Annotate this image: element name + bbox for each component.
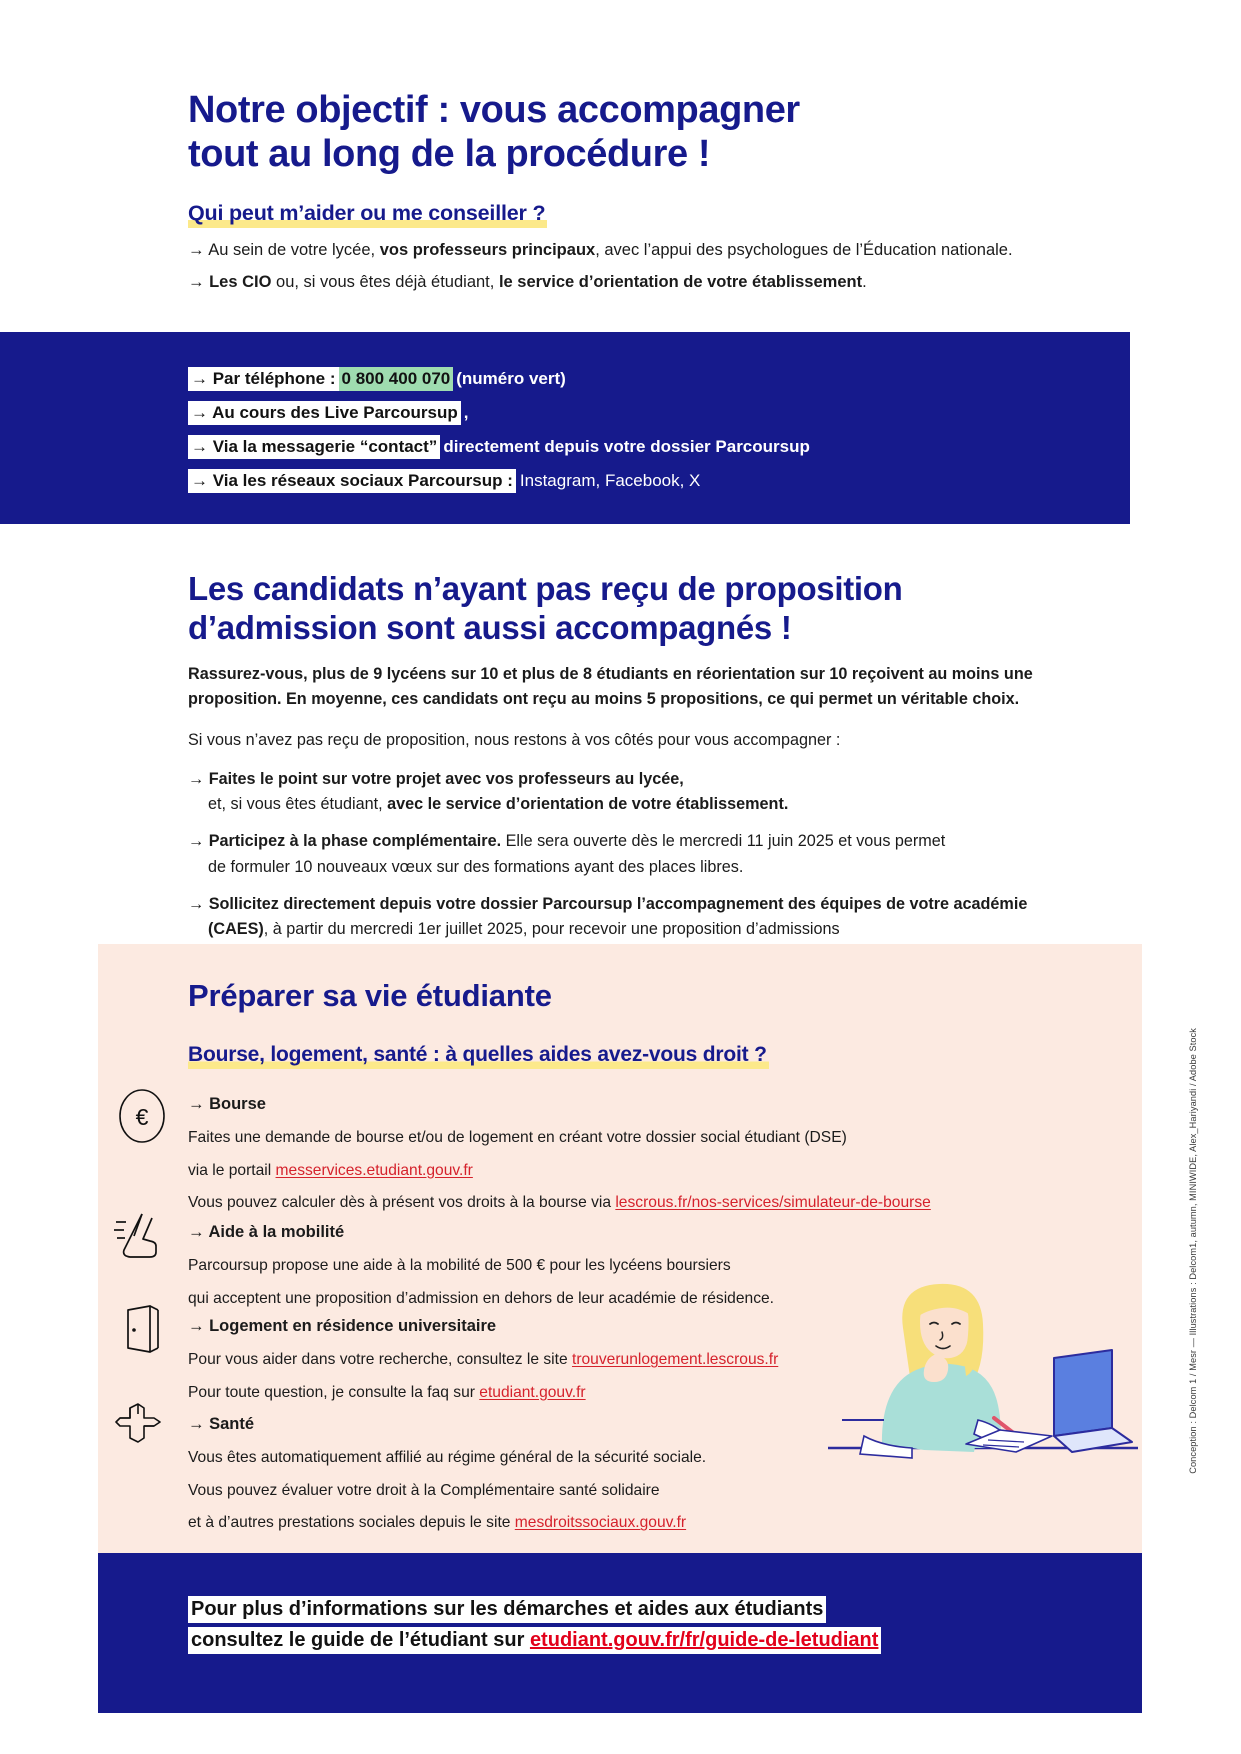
aid-line: via le portail messervices.etudiant.gouv.fr	[188, 1161, 473, 1179]
list-item	[188, 237, 1088, 264]
link-simulateur-bourse[interactable]: lescrous.fr/nos-services/simulateur-de-bourse	[615, 1194, 931, 1212]
mobility-shoe-icon	[112, 1206, 170, 1264]
footer-line2: consultez le guide de l’étudiant sur etudiant.gouv.fr/fr/guide-de-letudiant	[188, 1625, 1048, 1656]
contact-item-social	[188, 470, 1088, 493]
bullet-subline: (CAES), à partir du mercredi 1er juillet 2025, pour recevoir une proposition d’admissions	[208, 920, 840, 939]
aid-line: Faites une demande de bourse et/ou de logement en créant votre dossier social étudiant (DSE)	[188, 1129, 847, 1147]
door-icon	[112, 1300, 170, 1358]
aid-line: et à d’autres prestations sociales depuis le site mesdroitssociaux.gouv.fr	[188, 1514, 687, 1532]
no-offer-title-line1: Les candidats n’ayant pas reçu de proposition	[188, 570, 903, 607]
contact-chip-label: → Via la messagerie “contact”	[188, 435, 440, 459]
no-offer-title-line2: d’admission sont aussi accompagnés !	[188, 608, 792, 646]
aid-line: Vous pouvez calculer dès à présent vos droits à la bourse via lescrous.fr/nos-services/simulateur-de-bourse	[188, 1194, 931, 1212]
aid-line: Vous pouvez évaluer votre droit à la Complémentaire santé solidaire	[188, 1481, 660, 1499]
contact-item-messaging	[188, 436, 1088, 459]
bullet-text-bold: Sollicitez directement depuis votre dossier Parcoursup l’accompagnement des équipes de votre académie	[208, 894, 1028, 913]
list-item	[188, 269, 1088, 296]
lead-line1: Rassurez-vous, plus de 9 lycéens sur 10 et plus de 8 étudiants en réorientation sur 10 reçoivent au moins une	[188, 665, 1033, 683]
bullet-text-bold: Les CIO	[209, 272, 272, 291]
bullet-subline: de formuler 10 nouveaux vœux sur des formations ayant des places libres.	[208, 857, 744, 876]
no-offer-title	[188, 570, 1088, 648]
aid-item-bourse	[188, 1092, 1018, 1215]
bullet-text: Elle sera ouverte dès le mercredi 11 juin 2025 et vous permet	[501, 832, 946, 851]
bullet-text-bold: vos professeurs principaux	[379, 241, 596, 259]
aid-line: Vous êtes automatiquement affilié au régime général de la sécurité sociale.	[188, 1449, 707, 1467]
contact-chip-label: → Au cours des Live Parcoursup	[188, 401, 461, 425]
contact-suffix: (numéro vert)	[456, 369, 566, 388]
phone-number-badge: 0 800 400 070	[339, 367, 454, 391]
no-offer-body	[188, 662, 1068, 980]
aid-line: Parcoursup propose une aide à la mobilité de 500 € pour les lycéens boursiers	[188, 1257, 731, 1275]
contact-chip-label: → Via les réseaux sociaux Parcoursup :	[188, 469, 516, 493]
aid-title: → Aide à la mobilité	[188, 1223, 345, 1241]
bullet-text: Au sein de votre lycée,	[208, 241, 380, 259]
aid-line: Pour toute question, je consulte la faq sur etudiant.gouv.fr	[188, 1383, 586, 1401]
contact-chip-label: → Par téléphone :	[188, 367, 339, 391]
aid-title: → Bourse	[188, 1095, 266, 1113]
euro-circle-icon	[112, 1086, 170, 1144]
link-mesdroitssociaux[interactable]: mesdroitssociaux.gouv.fr	[514, 1514, 687, 1532]
arrow-icon: →	[188, 832, 205, 851]
contact-item-phone	[188, 368, 1088, 391]
help-subheading: Qui peut m’aider ou me conseiller ?	[188, 201, 547, 228]
footer-band-content	[188, 1594, 1048, 1656]
no-offer-intro: Si vous n’avez pas reçu de proposition, nous restons à vos côtés pour vous accompagner :	[188, 730, 841, 749]
page-title	[188, 88, 1048, 176]
list-item	[188, 829, 1068, 880]
page-title-line2: tout au long de la procédure !	[188, 133, 711, 176]
link-messervices[interactable]: messervices.etudiant.gouv.fr	[275, 1161, 473, 1179]
aid-title: → Logement en résidence universitaire	[188, 1317, 497, 1335]
student-illustration	[828, 1270, 1138, 1470]
bullet-text: .	[862, 272, 867, 291]
lead-line2: proposition. En moyenne, ces candidats ont reçu au moins 5 propositions, ce qui permet un véritable choix.	[188, 690, 1020, 709]
credit-text: Conception : Delcom 1 / Mesr — Illustrations : Delcom1, autumn, MINIWIDE, Alex_Hariyandi / Adobe Stock	[1188, 1028, 1198, 1474]
footer-line1: Pour plus d’informations sur les démarches et aides aux étudiants	[188, 1594, 1048, 1625]
health-cross-icon	[108, 1396, 166, 1454]
arrow-icon: →	[188, 769, 205, 788]
bullet-text: ou, si vous êtes déjà étudiant,	[271, 272, 499, 291]
arrow-icon: →	[188, 241, 205, 259]
bullet-text-bold: le service d’orientation de votre établissement	[498, 272, 863, 291]
aid-line: qui acceptent une proposition d’admission en dehors de leur académie de résidence.	[188, 1289, 775, 1307]
page-title-line1: Notre objectif : vous accompagner	[188, 89, 800, 131]
contact-suffix: ,	[463, 402, 469, 422]
contact-suffix: directement depuis votre dossier Parcoursup	[443, 436, 810, 456]
svg-text:€: €	[135, 1104, 149, 1130]
bullet-text-bold: Faites le point sur votre projet avec vos professeurs au lycée,	[208, 769, 684, 788]
student-life-subheading: Bourse, logement, santé : à quelles aides avez-vous droit ?	[188, 1043, 769, 1069]
aid-title: → Santé	[188, 1415, 255, 1433]
list-item	[188, 767, 1068, 818]
help-bullet-list	[188, 237, 1088, 300]
aid-line: Pour vous aider dans votre recherche, consultez le site trouverunlogement.lescrous.fr	[188, 1351, 779, 1369]
link-trouverunlogement[interactable]: trouverunlogement.lescrous.fr	[571, 1351, 779, 1369]
arrow-icon: →	[188, 272, 205, 291]
bullet-subline: et, si vous êtes étudiant, avec le service d’orientation de votre établissement.	[208, 795, 789, 814]
link-guide-etudiant[interactable]: etudiant.gouv.fr/fr/guide-de-letudiant	[529, 1629, 879, 1651]
contact-band-content	[188, 368, 1088, 504]
bullet-text: , avec l’appui des psychologues de l’Éducation nationale.	[595, 241, 1013, 259]
bullet-text-bold: Participez à la phase complémentaire.	[208, 832, 502, 851]
arrow-icon: →	[188, 894, 205, 913]
contact-suffix: Instagram, Facebook, X	[519, 470, 701, 490]
contact-item-live	[188, 402, 1088, 425]
student-life-title: Préparer sa vie étudiante	[188, 978, 552, 1013]
link-etudiant-gouv[interactable]: etudiant.gouv.fr	[479, 1383, 586, 1401]
no-offer-lead	[188, 662, 1068, 713]
